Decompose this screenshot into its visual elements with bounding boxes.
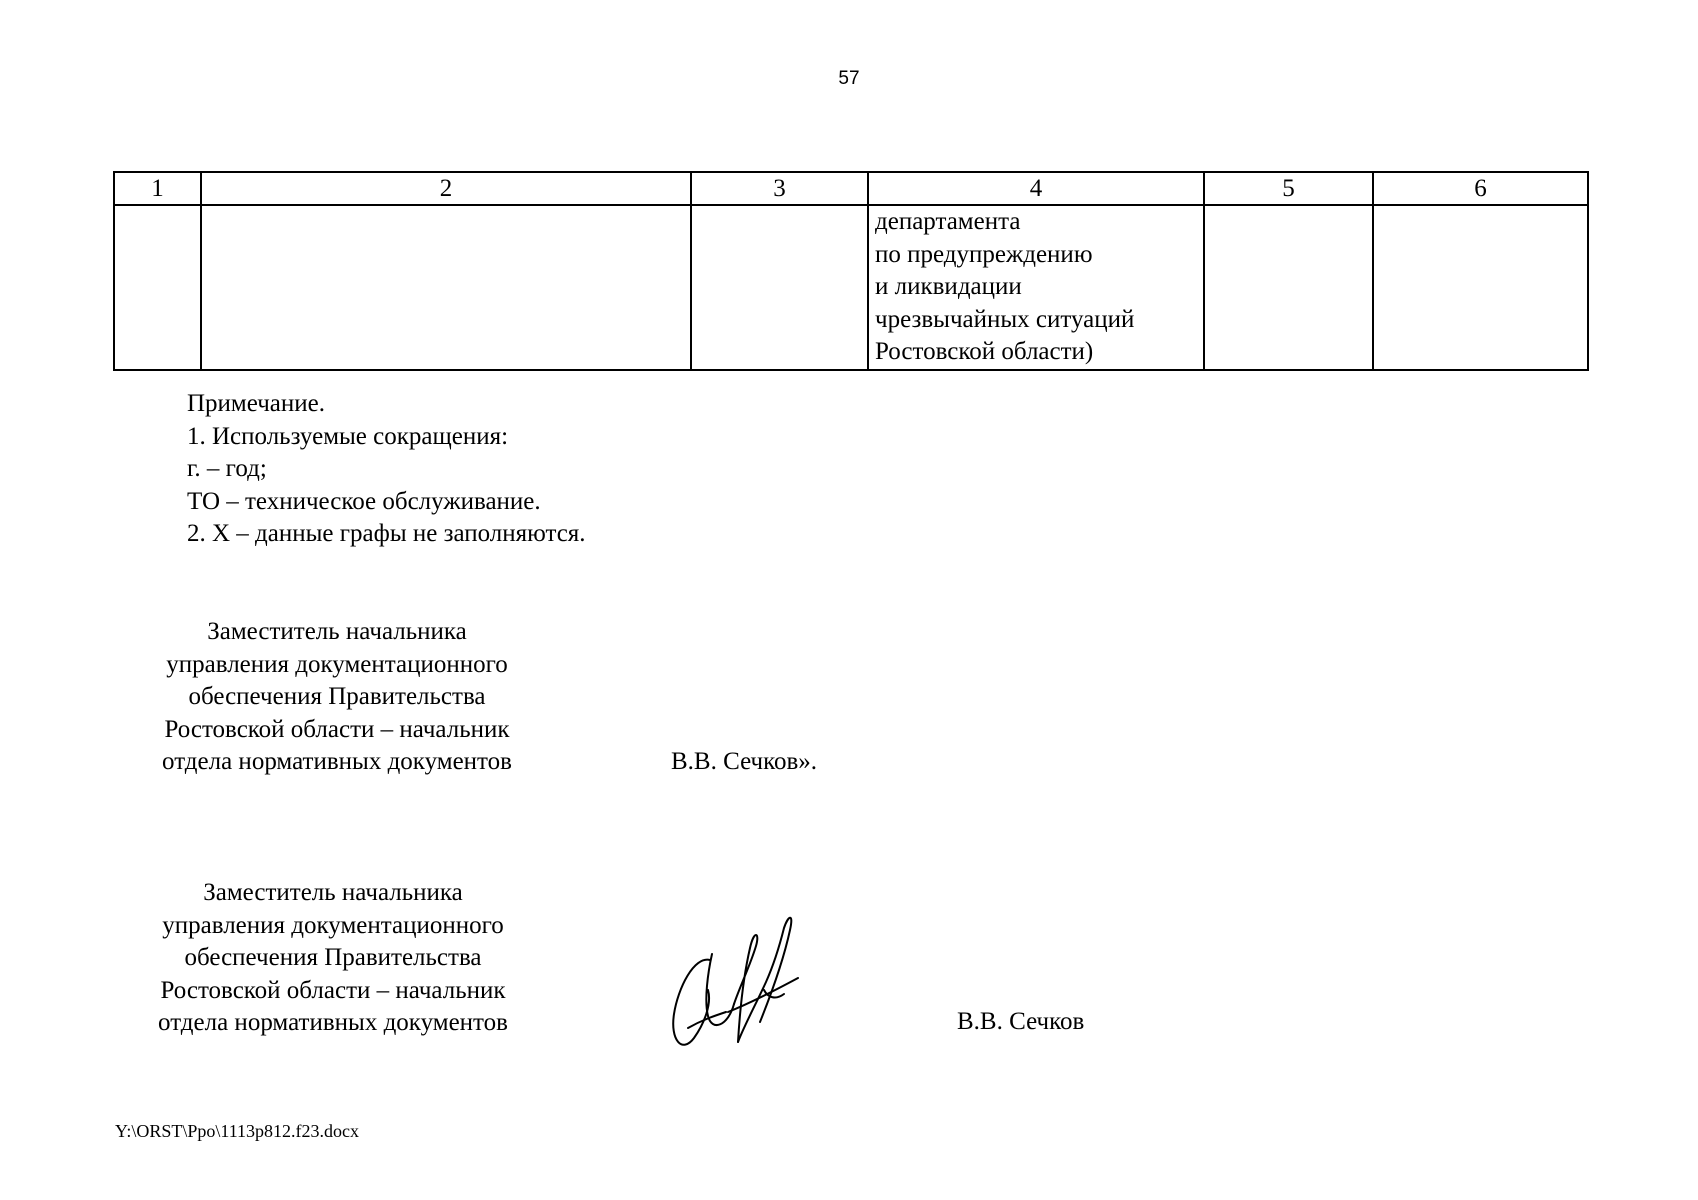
cell-text-line: по предупреждению — [875, 240, 1093, 268]
signatory-title-line: Ростовской области – начальник — [160, 976, 506, 1004]
signatory-title-line: Ростовской области – начальник — [164, 715, 510, 743]
note-line: 2. Х – данные графы не заполняются. — [187, 520, 586, 547]
signatory-title-line: обеспечения Правительства — [184, 944, 482, 971]
table-cell-col3 — [691, 205, 868, 370]
column-header-1: 1 — [114, 172, 201, 205]
table-cell-col2 — [201, 205, 691, 370]
page-number: 57 — [838, 68, 860, 89]
note-heading: Примечание. — [187, 390, 326, 417]
note-line: г. – год; — [187, 455, 267, 482]
table-cell-col5 — [1204, 205, 1373, 370]
signatory-name-1: В.В. Сечков». — [671, 748, 818, 775]
table-header-row — [114, 172, 1588, 205]
cell-text-line: Ростовской области) — [875, 338, 1094, 365]
document-file-path: Y:\ORST\Ppo\1113p812.f23.docx — [115, 1121, 360, 1141]
signatory-title-line: Заместитель начальника — [203, 879, 463, 906]
cell-text-line: и ликвидации — [875, 273, 1022, 300]
signatory-title-line: Заместитель начальника — [207, 618, 467, 645]
cell-text-line: департамента — [875, 208, 1021, 235]
signatory-title-line: управления документационного — [162, 911, 504, 939]
signatory-title-1 — [117, 616, 557, 779]
cell-text-line: чрезвычайных ситуаций — [875, 305, 1135, 333]
handwritten-signature — [668, 908, 818, 1058]
signatory-title-line: обеспечения Правительства — [188, 683, 486, 710]
signatory-title-line: отдела нормативных документов — [158, 1009, 508, 1036]
column-header-2: 2 — [201, 172, 691, 205]
signatory-title-2 — [113, 877, 553, 1040]
signatory-title-line: управления документационного — [166, 650, 508, 678]
data-table — [113, 171, 1589, 371]
column-header-6: 6 — [1373, 172, 1588, 205]
column-header-5: 5 — [1204, 172, 1373, 205]
column-header-4: 4 — [868, 172, 1204, 205]
table-cell-col1 — [114, 205, 201, 370]
signatory-title-line: отдела нормативных документов — [162, 748, 512, 775]
note-section — [187, 388, 586, 551]
table-row — [114, 205, 1588, 370]
note-line: ТО – техническое обслуживание. — [187, 487, 541, 515]
table-cell-col4 — [868, 205, 1204, 370]
signatory-name-2: В.В. Сечков — [957, 1008, 1085, 1035]
column-header-3: 3 — [691, 172, 868, 205]
note-line: 1. Используемые сокращения: — [187, 422, 509, 450]
table-cell-col6 — [1373, 205, 1588, 370]
